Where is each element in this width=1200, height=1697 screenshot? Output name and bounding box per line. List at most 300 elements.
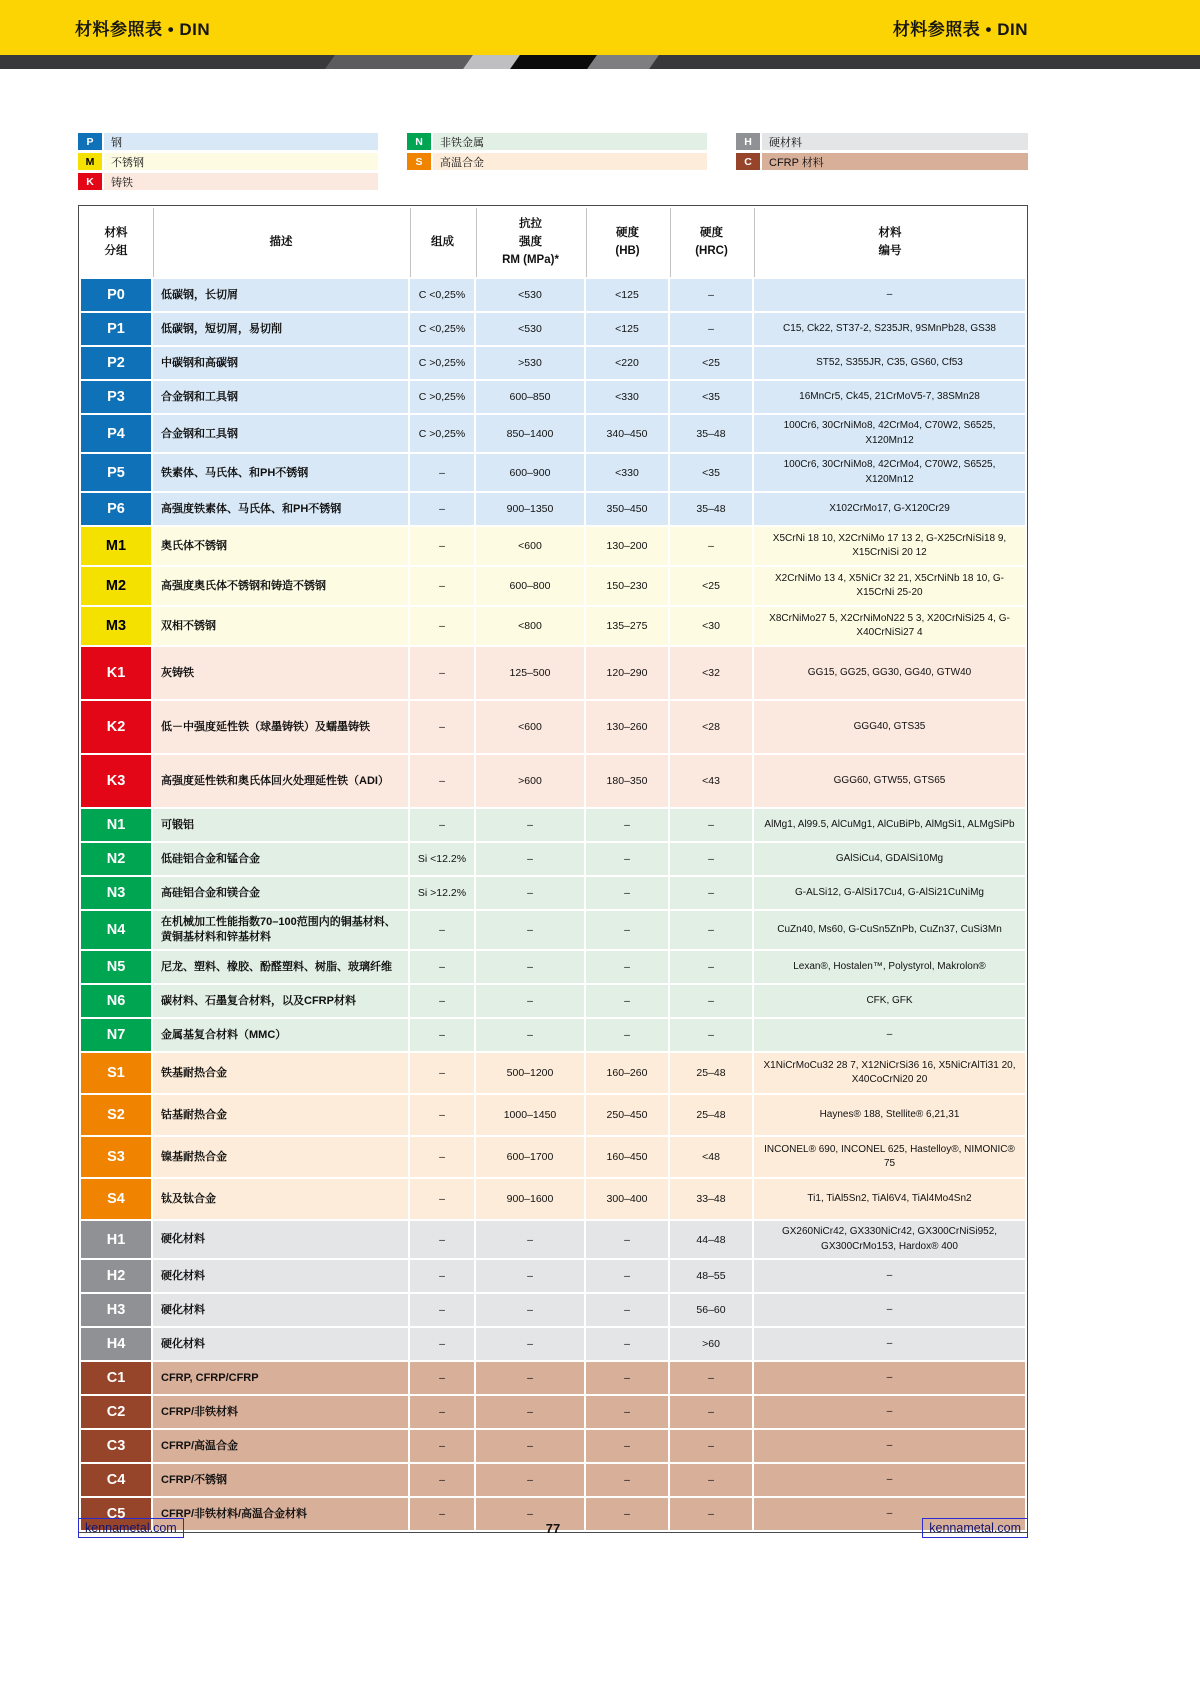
- cell-rm-N1: –: [476, 809, 584, 841]
- table-row-P4: [81, 415, 1025, 452]
- cell-comp-S4: –: [410, 1179, 474, 1219]
- cell-hrc-N5: –: [670, 951, 752, 983]
- cell-hb-M1: 130–200: [586, 527, 668, 565]
- cell-desc-P5: 铁素体、马氏体、和PH不锈钢: [153, 454, 408, 491]
- cell-hb-P5: <330: [586, 454, 668, 491]
- cell-hb-H2: –: [586, 1260, 668, 1292]
- cell-group-K1: K1: [81, 647, 151, 699]
- cell-hb-S2: 250–450: [586, 1095, 668, 1135]
- cell-desc-C2: CFRP/非铁材料: [153, 1396, 408, 1428]
- cell-codes-P3: 16MnCr5, Ck45, 21CrMoV5-7, 38SMn28: [754, 381, 1025, 413]
- cell-group-P3: P3: [81, 381, 151, 413]
- cell-comp-H3: –: [410, 1294, 474, 1326]
- cell-comp-C1: –: [410, 1362, 474, 1394]
- table-row-P1: [81, 313, 1025, 345]
- cell-hb-N3: –: [586, 877, 668, 909]
- legend-column-3: [736, 133, 1028, 190]
- cell-hb-C3: –: [586, 1430, 668, 1462]
- legend-label-P: 钢: [104, 133, 378, 150]
- cell-desc-H1: 硬化材料: [153, 1221, 408, 1258]
- legend-item-S: [407, 153, 707, 170]
- cell-desc-K3: 高强度延性铁和奥氏体回火处理延性铁（ADI）: [153, 755, 408, 807]
- cell-comp-N2: Si <12.2%: [410, 843, 474, 875]
- cell-group-M3: M3: [81, 607, 151, 645]
- cell-group-S3: S3: [81, 1137, 151, 1177]
- cell-group-P4: P4: [81, 415, 151, 452]
- cell-rm-C4: –: [476, 1464, 584, 1496]
- table-row-H1: [81, 1221, 1025, 1258]
- cell-rm-H1: –: [476, 1221, 584, 1258]
- cell-hb-H3: –: [586, 1294, 668, 1326]
- cell-hb-N2: –: [586, 843, 668, 875]
- cell-desc-N3: 高硅铝合金和镁合金: [153, 877, 408, 909]
- cell-hb-N1: –: [586, 809, 668, 841]
- cell-group-N1: N1: [81, 809, 151, 841]
- cell-comp-M1: –: [410, 527, 474, 565]
- cell-codes-S1: X1NiCrMoCu32 28 7, X12NiCrSi36 16, X5NiCrAlTi31 20, X40CoCrNi20 20: [754, 1053, 1025, 1093]
- cell-hrc-H1: 44–48: [670, 1221, 752, 1258]
- cell-codes-M3: X8CrNiMo27 5, X2CrNiMoN22 5 3, X20CrNiSi25 4, G-X40CrNiSi27 4: [754, 607, 1025, 645]
- legend-key-K: K: [78, 173, 102, 190]
- cell-group-C1: C1: [81, 1362, 151, 1394]
- cell-hrc-C3: –: [670, 1430, 752, 1462]
- legend-label-N: 非铁金属: [433, 133, 707, 150]
- cell-hrc-M1: –: [670, 527, 752, 565]
- table-row-M3: [81, 607, 1025, 645]
- cell-desc-M2: 高强度奥氏体不锈钢和铸造不锈钢: [153, 567, 408, 605]
- cell-rm-S4: 900–1600: [476, 1179, 584, 1219]
- legend-item-P: [78, 133, 378, 150]
- legend-label-S: 高温合金: [433, 153, 707, 170]
- cell-hrc-S2: 25–48: [670, 1095, 752, 1135]
- cell-desc-P3: 合金钢和工具钢: [153, 381, 408, 413]
- cell-codes-H2: –: [754, 1260, 1025, 1292]
- cell-rm-N5: –: [476, 951, 584, 983]
- cell-codes-N6: CFK, GFK: [754, 985, 1025, 1017]
- cell-codes-M2: X2CrNiMo 13 4, X5NiCr 32 21, X5CrNiNb 18 10, G-X15CrNi 25-20: [754, 567, 1025, 605]
- cell-comp-C2: –: [410, 1396, 474, 1428]
- cell-codes-H1: GX260NiCr42, GX330NiCr42, GX300CrNiSi952, GX300CrMo153, Hardox® 400: [754, 1221, 1025, 1258]
- cell-rm-S3: 600–1700: [476, 1137, 584, 1177]
- cell-codes-P1: C15, Ck22, ST37-2, S235JR, 9SMnPb28, GS38: [754, 313, 1025, 345]
- cell-rm-C2: –: [476, 1396, 584, 1428]
- table-row-N5: [81, 951, 1025, 983]
- legend-column-1: [78, 133, 378, 190]
- cell-hrc-C2: –: [670, 1396, 752, 1428]
- cell-codes-K1: GG15, GG25, GG30, GG40, GTW40: [754, 647, 1025, 699]
- cell-desc-N6: 碳材料、石墨复合材料，以及CFRP材料: [153, 985, 408, 1017]
- cell-codes-S3: INCONEL® 690, INCONEL 625, Hastelloy®, NIMONIC® 75: [754, 1137, 1025, 1177]
- cell-comp-N4: –: [410, 911, 474, 949]
- cell-comp-H1: –: [410, 1221, 474, 1258]
- cell-hb-K2: 130–260: [586, 701, 668, 753]
- cell-hrc-P2: <25: [670, 347, 752, 379]
- cell-hb-N7: –: [586, 1019, 668, 1051]
- cell-comp-K1: –: [410, 647, 474, 699]
- cell-rm-H2: –: [476, 1260, 584, 1292]
- cell-rm-N4: –: [476, 911, 584, 949]
- legend-key-P: P: [78, 133, 102, 150]
- stripe-shape: [586, 55, 661, 69]
- cell-hb-S1: 160–260: [586, 1053, 668, 1093]
- cell-rm-M3: <800: [476, 607, 584, 645]
- table-row-H3: [81, 1294, 1025, 1326]
- cell-desc-P2: 中碳钢和高碳钢: [153, 347, 408, 379]
- cell-comp-C3: –: [410, 1430, 474, 1462]
- table-row-P6: [81, 493, 1025, 525]
- cell-hb-P1: <125: [586, 313, 668, 345]
- cell-comp-C4: –: [410, 1464, 474, 1496]
- cell-desc-C5: CFRP/非铁材料/高温合金材料: [153, 1498, 408, 1530]
- cell-rm-N3: –: [476, 877, 584, 909]
- cell-group-H3: H3: [81, 1294, 151, 1326]
- table-row-C3: [81, 1430, 1025, 1462]
- top-banner: [0, 0, 1200, 55]
- cell-hrc-S4: 33–48: [670, 1179, 752, 1219]
- cell-rm-K1: 125–500: [476, 647, 584, 699]
- footer-link-right[interactable]: kennametal.com: [922, 1518, 1028, 1538]
- legend-column-2: [407, 133, 707, 190]
- column-header-hrc: 硬度 (HRC): [670, 208, 752, 277]
- cell-hrc-P4: 35–48: [670, 415, 752, 452]
- cell-hb-N6: –: [586, 985, 668, 1017]
- cell-hrc-P0: –: [670, 279, 752, 311]
- cell-desc-C4: CFRP/不锈钢: [153, 1464, 408, 1496]
- cell-comp-S2: –: [410, 1095, 474, 1135]
- cell-hb-P6: 350–450: [586, 493, 668, 525]
- legend-label-H: 硬材料: [762, 133, 1028, 150]
- table-row-N6: [81, 985, 1025, 1017]
- legend-item-C: [736, 153, 1028, 170]
- cell-comp-M2: –: [410, 567, 474, 605]
- cell-group-P1: P1: [81, 313, 151, 345]
- table-row-M2: [81, 567, 1025, 605]
- cell-rm-P3: 600–850: [476, 381, 584, 413]
- cell-comp-P6: –: [410, 493, 474, 525]
- cell-hrc-P3: <35: [670, 381, 752, 413]
- table-row-S2: [81, 1095, 1025, 1135]
- cell-hrc-S3: <48: [670, 1137, 752, 1177]
- decorative-stripe: [0, 55, 1200, 69]
- cell-hrc-S1: 25–48: [670, 1053, 752, 1093]
- cell-rm-P1: <530: [476, 313, 584, 345]
- table-row-N1: [81, 809, 1025, 841]
- cell-comp-S1: –: [410, 1053, 474, 1093]
- cell-hb-C2: –: [586, 1396, 668, 1428]
- cell-comp-N3: Si >12.2%: [410, 877, 474, 909]
- banner-title-left: 材料参照表 • DIN: [75, 20, 211, 39]
- cell-rm-C3: –: [476, 1430, 584, 1462]
- cell-group-N4: N4: [81, 911, 151, 949]
- legend-item-M: [78, 153, 378, 170]
- column-header-hb: 硬度 (HB): [586, 208, 668, 277]
- cell-hrc-P6: 35–48: [670, 493, 752, 525]
- cell-hrc-K3: <43: [670, 755, 752, 807]
- legend: [78, 133, 1028, 190]
- cell-codes-C3: –: [754, 1430, 1025, 1462]
- cell-group-P5: P5: [81, 454, 151, 491]
- cell-codes-K3: GGG60, GTW55, GTS65: [754, 755, 1025, 807]
- cell-comp-N7: –: [410, 1019, 474, 1051]
- legend-key-H: H: [736, 133, 760, 150]
- cell-desc-N1: 可锻铝: [153, 809, 408, 841]
- cell-desc-C1: CFRP, CFRP/CFRP: [153, 1362, 408, 1394]
- cell-hb-K3: 180–350: [586, 755, 668, 807]
- cell-comp-N5: –: [410, 951, 474, 983]
- page-number: 77: [545, 1520, 561, 1536]
- cell-group-N3: N3: [81, 877, 151, 909]
- cell-hb-H1: –: [586, 1221, 668, 1258]
- legend-key-S: S: [407, 153, 431, 170]
- cell-comp-S3: –: [410, 1137, 474, 1177]
- table-header-row: [81, 208, 1025, 277]
- cell-comp-P4: C >0,25%: [410, 415, 474, 452]
- cell-codes-P5: 100Cr6, 30CrNiMo8, 42CrMo4, C70W2, S6525, X120Mn12: [754, 454, 1025, 491]
- cell-comp-K3: –: [410, 755, 474, 807]
- cell-group-N6: N6: [81, 985, 151, 1017]
- table-row-S4: [81, 1179, 1025, 1219]
- cell-hrc-N2: –: [670, 843, 752, 875]
- cell-group-S1: S1: [81, 1053, 151, 1093]
- cell-group-P0: P0: [81, 279, 151, 311]
- cell-group-M1: M1: [81, 527, 151, 565]
- table-row-P2: [81, 347, 1025, 379]
- material-reference-table: [79, 206, 1027, 1532]
- cell-hb-N5: –: [586, 951, 668, 983]
- cell-hrc-C5: –: [670, 1498, 752, 1530]
- legend-item-H: [736, 133, 1028, 150]
- cell-hb-C4: –: [586, 1464, 668, 1496]
- cell-rm-M2: 600–800: [476, 567, 584, 605]
- cell-desc-P6: 高强度铁素体、马氏体、和PH不锈钢: [153, 493, 408, 525]
- cell-desc-S1: 铁基耐热合金: [153, 1053, 408, 1093]
- cell-group-S2: S2: [81, 1095, 151, 1135]
- cell-hb-M3: 135–275: [586, 607, 668, 645]
- legend-key-M: M: [78, 153, 102, 170]
- cell-codes-C2: –: [754, 1396, 1025, 1428]
- cell-codes-C1: –: [754, 1362, 1025, 1394]
- cell-codes-P0: –: [754, 279, 1025, 311]
- cell-codes-S2: Haynes® 188, Stellite® 6,21,31: [754, 1095, 1025, 1135]
- cell-comp-H2: –: [410, 1260, 474, 1292]
- cell-rm-N6: –: [476, 985, 584, 1017]
- cell-group-K2: K2: [81, 701, 151, 753]
- column-header-rm: 抗拉 强度 RM (MPa)*: [476, 208, 584, 277]
- cell-desc-K2: 低－中强度延性铁（球墨铸铁）及蠕墨铸铁: [153, 701, 408, 753]
- table-row-S3: [81, 1137, 1025, 1177]
- cell-group-N2: N2: [81, 843, 151, 875]
- table-row-H2: [81, 1260, 1025, 1292]
- cell-hrc-H4: >60: [670, 1328, 752, 1360]
- cell-hrc-N6: –: [670, 985, 752, 1017]
- cell-hrc-K1: <32: [670, 647, 752, 699]
- cell-hrc-N7: –: [670, 1019, 752, 1051]
- cell-group-P2: P2: [81, 347, 151, 379]
- cell-codes-C4: –: [754, 1464, 1025, 1496]
- table-row-M1: [81, 527, 1025, 565]
- table-row-N3: [81, 877, 1025, 909]
- cell-rm-P2: >530: [476, 347, 584, 379]
- table-row-C2: [81, 1396, 1025, 1428]
- table-row-P0: [81, 279, 1025, 311]
- legend-key-N: N: [407, 133, 431, 150]
- cell-group-H1: H1: [81, 1221, 151, 1258]
- legend-label-C: CFRP 材料: [762, 153, 1028, 170]
- cell-comp-P5: –: [410, 454, 474, 491]
- cell-comp-P2: C >0,25%: [410, 347, 474, 379]
- table-row-K1: [81, 647, 1025, 699]
- cell-codes-C5: –: [754, 1498, 1025, 1530]
- table-row-S1: [81, 1053, 1025, 1093]
- cell-rm-H4: –: [476, 1328, 584, 1360]
- cell-group-P6: P6: [81, 493, 151, 525]
- cell-rm-M1: <600: [476, 527, 584, 565]
- cell-comp-P0: C <0,25%: [410, 279, 474, 311]
- footer-link-left[interactable]: kennametal.com: [78, 1518, 184, 1538]
- cell-rm-N2: –: [476, 843, 584, 875]
- cell-rm-S2: 1000–1450: [476, 1095, 584, 1135]
- cell-comp-N6: –: [410, 985, 474, 1017]
- cell-hb-M2: 150–230: [586, 567, 668, 605]
- legend-key-C: C: [736, 153, 760, 170]
- cell-rm-S1: 500–1200: [476, 1053, 584, 1093]
- cell-codes-N7: –: [754, 1019, 1025, 1051]
- cell-hrc-H2: 48–55: [670, 1260, 752, 1292]
- cell-hb-P4: 340–450: [586, 415, 668, 452]
- cell-codes-H4: –: [754, 1328, 1025, 1360]
- cell-hb-C1: –: [586, 1362, 668, 1394]
- cell-comp-P3: C >0,25%: [410, 381, 474, 413]
- stripe-shape: [324, 55, 487, 69]
- table-row-P3: [81, 381, 1025, 413]
- cell-desc-M1: 奥氏体不锈钢: [153, 527, 408, 565]
- cell-desc-H4: 硬化材料: [153, 1328, 408, 1360]
- cell-hrc-N3: –: [670, 877, 752, 909]
- cell-hrc-C4: –: [670, 1464, 752, 1496]
- cell-comp-H4: –: [410, 1328, 474, 1360]
- table-row-C1: [81, 1362, 1025, 1394]
- cell-desc-H2: 硬化材料: [153, 1260, 408, 1292]
- table-row-N4: [81, 911, 1025, 949]
- table-row-K2: [81, 701, 1025, 753]
- cell-desc-K1: 灰铸铁: [153, 647, 408, 699]
- table-row-C4: [81, 1464, 1025, 1496]
- table-row-N2: [81, 843, 1025, 875]
- cell-desc-N7: 金属基复合材料（MMC）: [153, 1019, 408, 1051]
- column-header-comp: 组成: [410, 208, 474, 277]
- cell-comp-M3: –: [410, 607, 474, 645]
- cell-hb-H4: –: [586, 1328, 668, 1360]
- cell-codes-P6: X102CrMo17, G-X120Cr29: [754, 493, 1025, 525]
- cell-codes-N4: CuZn40, Ms60, G-CuSn5ZnPb, CuZn37, CuSi3Mn: [754, 911, 1025, 949]
- cell-rm-P0: <530: [476, 279, 584, 311]
- legend-item-N: [407, 133, 707, 150]
- cell-comp-C5: –: [410, 1498, 474, 1530]
- cell-codes-S4: Ti1, TiAl5Sn2, TiAl6V4, TiAl4Mo4Sn2: [754, 1179, 1025, 1219]
- cell-hrc-K2: <28: [670, 701, 752, 753]
- cell-group-N5: N5: [81, 951, 151, 983]
- cell-desc-S4: 钛及钛合金: [153, 1179, 408, 1219]
- column-header-group: 材料 分组: [81, 208, 151, 277]
- cell-codes-N1: AlMg1, Al99.5, AlCuMg1, AlCuBiPb, AlMgSi1, ALMgSiPb: [754, 809, 1025, 841]
- cell-hb-S4: 300–400: [586, 1179, 668, 1219]
- cell-hrc-M2: <25: [670, 567, 752, 605]
- cell-hb-P2: <220: [586, 347, 668, 379]
- cell-desc-N2: 低硅铝合金和锰合金: [153, 843, 408, 875]
- table-row-N7: [81, 1019, 1025, 1051]
- table-body: [81, 279, 1025, 1530]
- cell-comp-P1: C <0,25%: [410, 313, 474, 345]
- cell-group-C5: C5: [81, 1498, 151, 1530]
- legend-item-K: [78, 173, 378, 190]
- cell-desc-P1: 低碳钢，短切屑，易切削: [153, 313, 408, 345]
- table-row-H4: [81, 1328, 1025, 1360]
- cell-desc-M3: 双相不锈钢: [153, 607, 408, 645]
- cell-group-S4: S4: [81, 1179, 151, 1219]
- material-table: [78, 205, 1028, 1533]
- cell-comp-K2: –: [410, 701, 474, 753]
- cell-codes-M1: X5CrNi 18 10, X2CrNiMo 17 13 2, G-X25CrNiSi18 9, X15CrNiSi 20 12: [754, 527, 1025, 565]
- cell-desc-C3: CFRP/高温合金: [153, 1430, 408, 1462]
- cell-rm-C1: –: [476, 1362, 584, 1394]
- cell-hb-C5: –: [586, 1498, 668, 1530]
- table-row-K3: [81, 755, 1025, 807]
- cell-hb-N4: –: [586, 911, 668, 949]
- cell-hrc-C1: –: [670, 1362, 752, 1394]
- footer: [78, 1518, 1028, 1538]
- cell-desc-H3: 硬化材料: [153, 1294, 408, 1326]
- cell-group-C2: C2: [81, 1396, 151, 1428]
- cell-codes-N5: Lexan®, Hostalen™, Polystyrol, Makrolon®: [754, 951, 1025, 983]
- cell-codes-K2: GGG40, GTS35: [754, 701, 1025, 753]
- cell-hrc-M3: <30: [670, 607, 752, 645]
- column-header-codes: 材料 编号: [754, 208, 1025, 277]
- cell-codes-P4: 100Cr6, 30CrNiMo8, 42CrMo4, C70W2, S6525, X120Mn12: [754, 415, 1025, 452]
- cell-hb-P0: <125: [586, 279, 668, 311]
- cell-rm-K2: <600: [476, 701, 584, 753]
- cell-hrc-P1: –: [670, 313, 752, 345]
- cell-hrc-N4: –: [670, 911, 752, 949]
- legend-label-K: 铸铁: [104, 173, 378, 190]
- cell-desc-N5: 尼龙、塑料、橡胶、酚醛塑料、树脂、玻璃纤维: [153, 951, 408, 983]
- cell-group-N7: N7: [81, 1019, 151, 1051]
- cell-desc-P0: 低碳钢，长切屑: [153, 279, 408, 311]
- legend-label-M: 不锈钢: [104, 153, 378, 170]
- cell-rm-P5: 600–900: [476, 454, 584, 491]
- cell-desc-P4: 合金钢和工具钢: [153, 415, 408, 452]
- cell-hb-P3: <330: [586, 381, 668, 413]
- cell-hrc-H3: 56–60: [670, 1294, 752, 1326]
- cell-rm-C5: –: [476, 1498, 584, 1530]
- cell-hrc-N1: –: [670, 809, 752, 841]
- cell-desc-S3: 镍基耐热合金: [153, 1137, 408, 1177]
- cell-group-C3: C3: [81, 1430, 151, 1462]
- cell-group-C4: C4: [81, 1464, 151, 1496]
- cell-rm-H3: –: [476, 1294, 584, 1326]
- cell-group-M2: M2: [81, 567, 151, 605]
- cell-codes-P2: ST52, S355JR, C35, GS60, Cf53: [754, 347, 1025, 379]
- cell-hb-S3: 160–450: [586, 1137, 668, 1177]
- cell-comp-N1: –: [410, 809, 474, 841]
- cell-codes-N3: G-ALSi12, G-AlSi17Cu4, G-AlSi21CuNiMg: [754, 877, 1025, 909]
- cell-group-H4: H4: [81, 1328, 151, 1360]
- cell-desc-S2: 钴基耐热合金: [153, 1095, 408, 1135]
- cell-group-K3: K3: [81, 755, 151, 807]
- cell-rm-P6: 900–1350: [476, 493, 584, 525]
- cell-desc-N4: 在机械加工性能指数70–100范围内的铜基材料、黄铜基材料和锌基材料: [153, 911, 408, 949]
- column-header-desc: 描述: [153, 208, 408, 277]
- cell-codes-N2: GAlSiCu4, GDAlSi10Mg: [754, 843, 1025, 875]
